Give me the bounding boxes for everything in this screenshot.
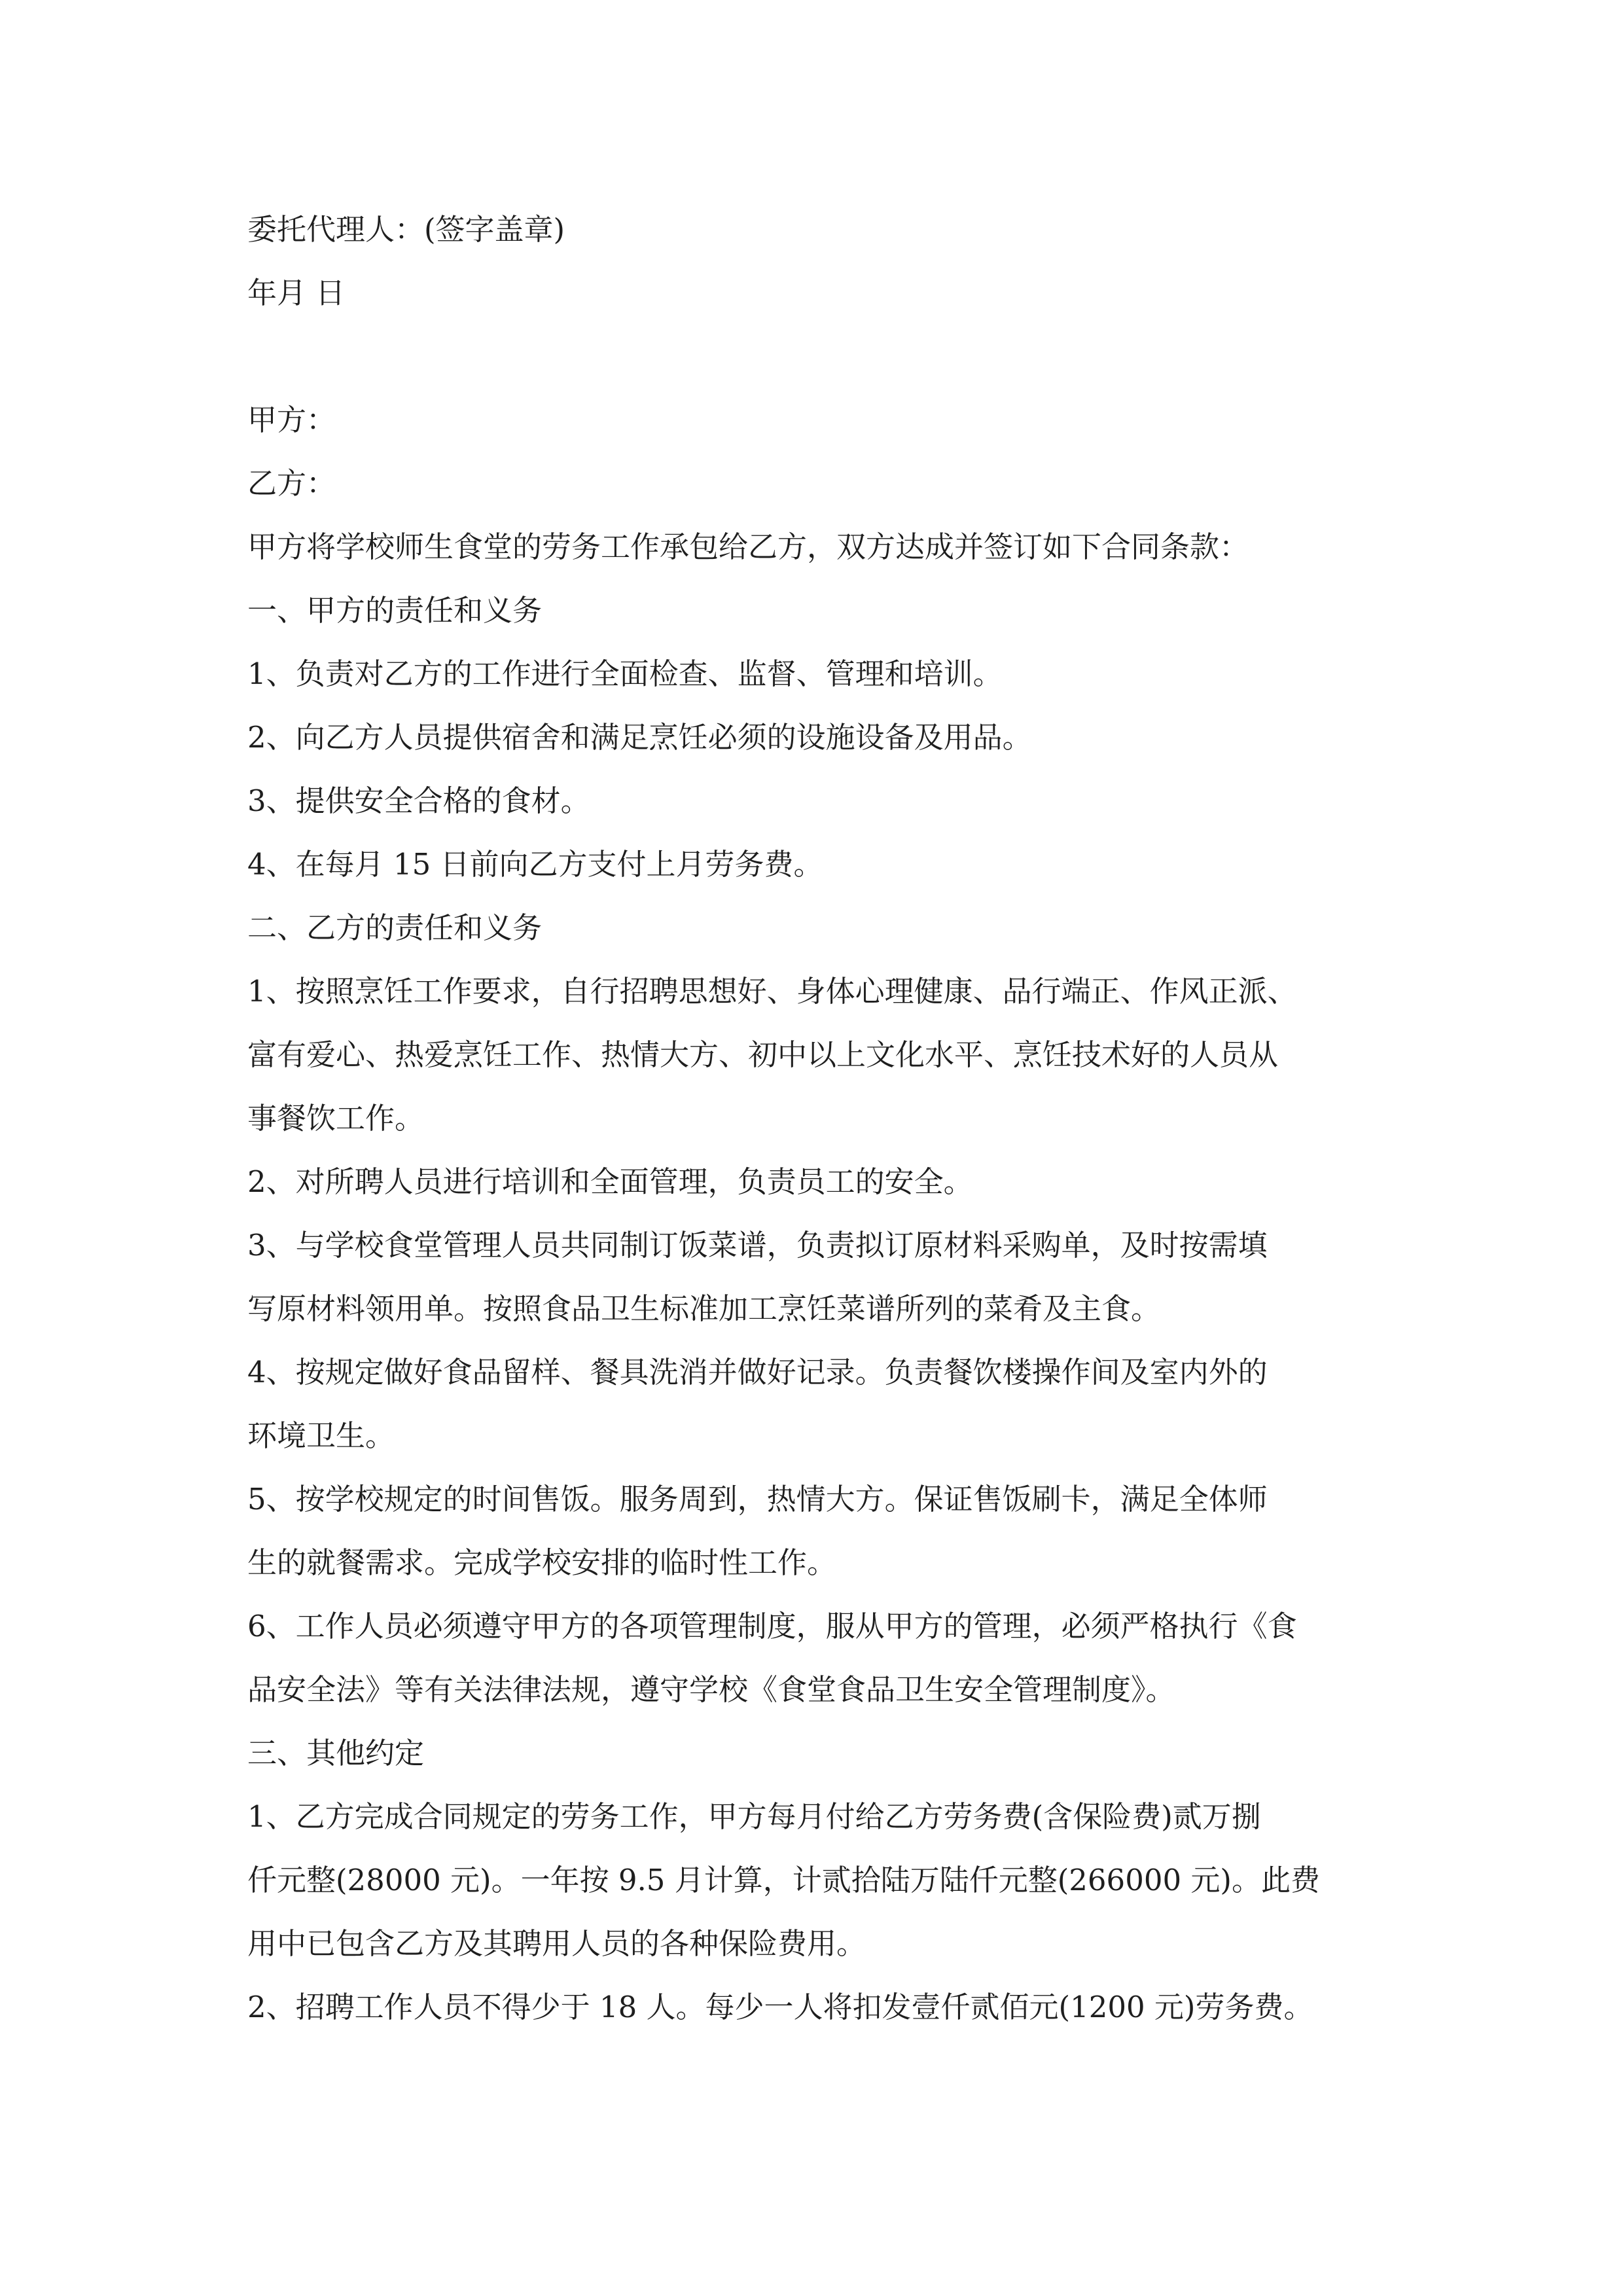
- clause-line: 1、按照烹饪工作要求，自行招聘思想好、身体心理健康、品行端正、作风正派、: [247, 974, 1297, 1009]
- clause-line: 1、负责对乙方的工作进行全面检查、监督、管理和培训。: [247, 656, 1003, 691]
- clause-line: 3、提供安全合格的食材。: [247, 783, 590, 818]
- clause-line: 环境卫生。: [247, 1418, 395, 1453]
- clause-line: 6、工作人员必须遵守甲方的各项管理制度，服从甲方的管理，必须严格执行《食: [247, 1609, 1297, 1643]
- clause-line: 2、向乙方人员提供宿舍和满足烹饪必须的设施设备及用品。: [247, 720, 1032, 755]
- date-label: 年月 日: [247, 276, 346, 310]
- clause-line: 2、招聘工作人员不得少于 18 人。每少一人将扣发壹仟贰佰元(1200 元)劳务费。: [247, 1990, 1313, 2024]
- clause-line: 4、在每月 15 日前向乙方支付上月劳务费。: [247, 847, 823, 882]
- section-heading: 一、甲方的责任和义务: [247, 593, 543, 628]
- document-body: [247, 198, 1399, 2039]
- clause-line: 用中已包含乙方及其聘用人员的各种保险费用。: [247, 1926, 866, 1961]
- contract-intro: 甲方将学校师生食堂的劳务工作承包给乙方，双方达成并签订如下合同条款：: [247, 529, 1249, 564]
- clause-line: 生的就餐需求。完成学校安排的临时性工作。: [247, 1545, 837, 1580]
- clause-line: 仟元整(28000 元)。一年按 9.5 月计算，计贰拾陆万陆仟元整(266000 元)。此费: [247, 1863, 1320, 1897]
- section-heading: 三、其他约定: [247, 1736, 425, 1770]
- clause-line: 4、按规定做好食品留样、餐具洗消并做好记录。负责餐饮楼操作间及室内外的: [247, 1355, 1268, 1390]
- clause-line: 写原材料领用单。按照食品卫生标准加工烹饪菜谱所列的菜肴及主食。: [247, 1291, 1161, 1326]
- clause-line: 品安全法》等有关法律法规，遵守学校《食堂食品卫生安全管理制度》。: [247, 1672, 1175, 1707]
- party-b-label: 乙方：: [247, 466, 336, 501]
- clause-line: 3、与学校食堂管理人员共同制订饭菜谱，负责拟订原材料采购单，及时按需填: [247, 1228, 1268, 1263]
- agent-signature-label: 委托代理人：(签字盖章): [247, 212, 565, 247]
- clause-line: 1、乙方完成合同规定的劳务工作，甲方每月付给乙方劳务费(含保险费)贰万捌: [247, 1799, 1261, 1834]
- clause-line: 5、按学校规定的时间售饭。服务周到，热情大方。保证售饭刷卡，满足全体师: [247, 1482, 1268, 1516]
- section-heading: 二、乙方的责任和义务: [247, 910, 543, 945]
- clause-line: 2、对所聘人员进行培训和全面管理，负责员工的安全。: [247, 1164, 973, 1199]
- party-a-label: 甲方：: [247, 403, 336, 437]
- clause-line: 富有爱心、热爱烹饪工作、热情大方、初中以上文化水平、烹饪技术好的人员从: [247, 1037, 1279, 1072]
- blank-gap: [247, 325, 1399, 388]
- clause-line: 事餐饮工作。: [247, 1101, 425, 1136]
